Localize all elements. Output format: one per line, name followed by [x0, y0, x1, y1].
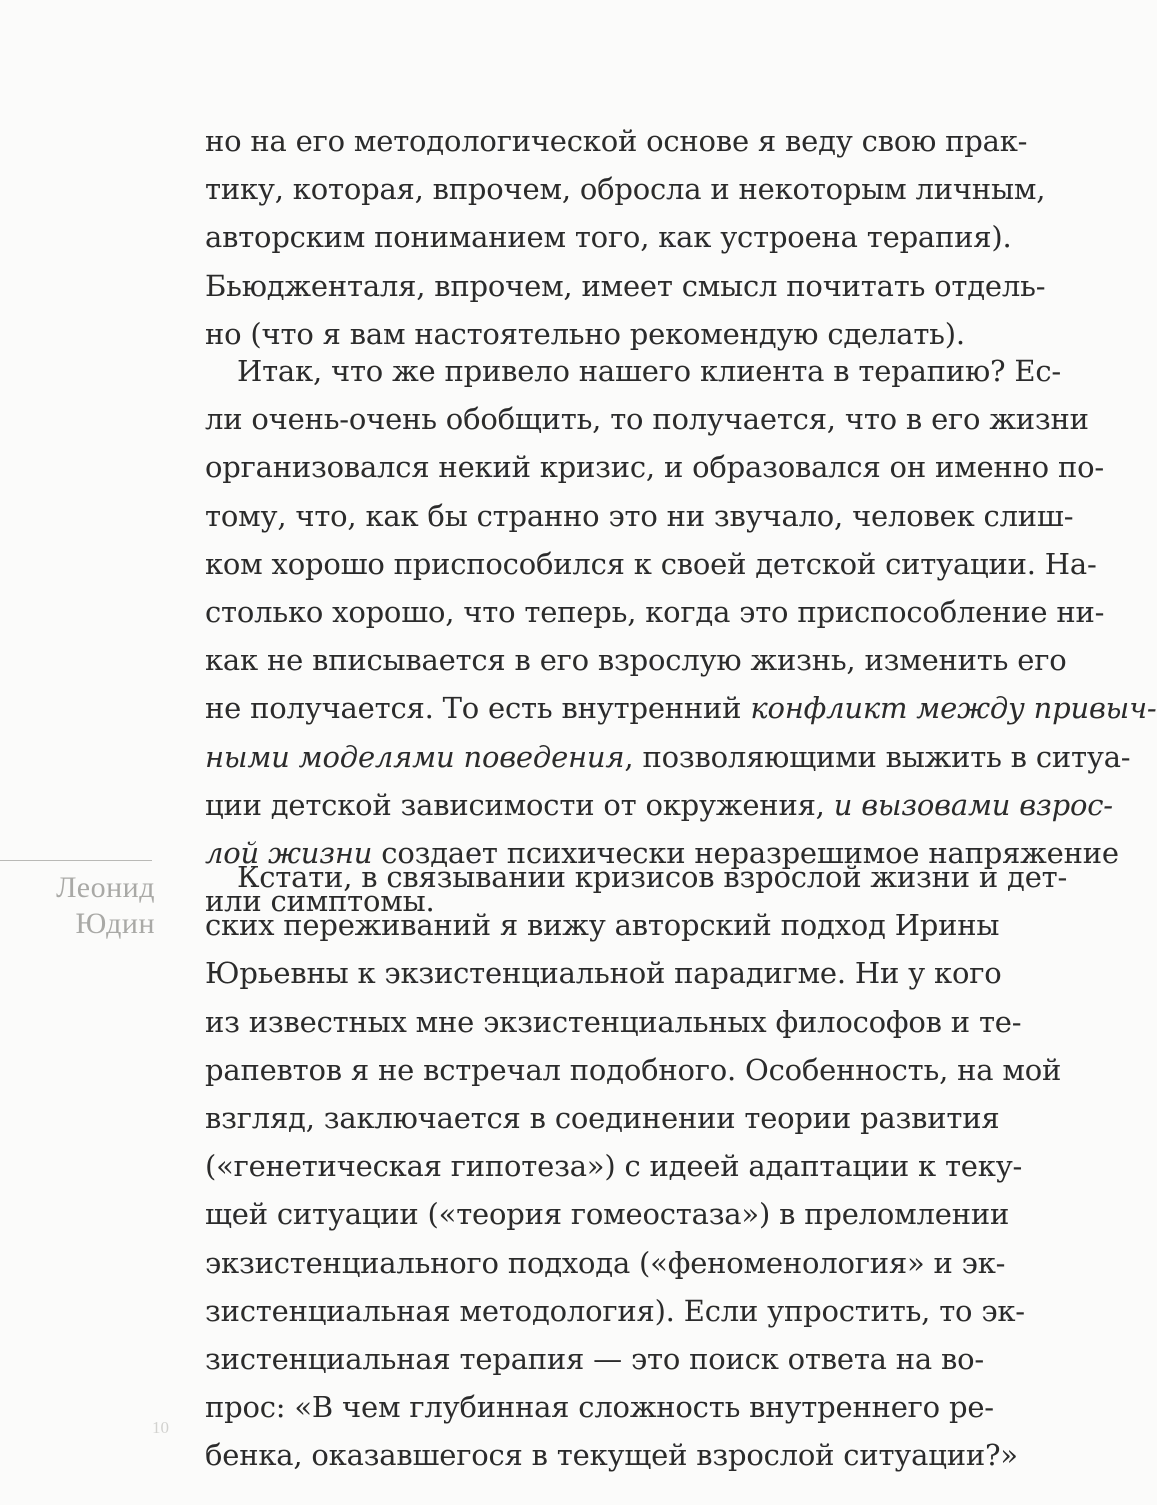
- author-last-name: Юдин: [75, 907, 155, 940]
- text-segment: взгляд, заключается в соединении теории развития: [205, 1101, 1000, 1136]
- text-segment: создает психически неразрешимое напряжение: [372, 836, 1119, 871]
- text-segment: ком хорошо приспособился к своей детской ситуации. На-: [205, 546, 1097, 581]
- text-segment: или симптомы.: [205, 884, 435, 919]
- paragraph-2: [205, 347, 1157, 925]
- text-line: [205, 347, 1061, 395]
- text-segment: экзистенциального подхода («феноменология» и эк-: [205, 1245, 1006, 1280]
- text-line: [205, 853, 1068, 901]
- text-line: [205, 1190, 1010, 1238]
- italic-text: и вызовами взрос-: [833, 787, 1113, 822]
- text-segment: авторским пониманием того, как устроена терапия).: [205, 220, 1012, 255]
- text-line: [205, 1239, 1006, 1287]
- paragraph-3: [205, 853, 1068, 1480]
- text-segment: ли очень-очень обобщить, то получается, что в его жизни: [205, 402, 1089, 437]
- text-segment: как не вписывается в его взрослую жизнь, изменить его: [205, 643, 1067, 678]
- text-line: [205, 949, 1002, 997]
- author-rule: [0, 860, 152, 861]
- text-line: [205, 781, 1113, 829]
- text-segment: щей ситуации («теория гомеостаза») в преломлении: [205, 1197, 1010, 1232]
- text-line: [205, 998, 1022, 1046]
- text-line: [205, 443, 1104, 491]
- text-segment: ских переживаний я вижу авторский подход Ирины: [205, 908, 1000, 943]
- text-segment: рапевтов я не встречал подобного. Особенность, на мой: [205, 1052, 1062, 1087]
- text-segment: организовался некий кризис, и образовался он именно по-: [205, 450, 1104, 485]
- text-line: [205, 1431, 1018, 1479]
- author-first-name: Леонид: [56, 871, 155, 904]
- text-segment: , позволяющими выжить в ситуа-: [624, 739, 1131, 774]
- text-segment: бенка, оказавшегося в текущей взрослой ситуации?»: [205, 1438, 1018, 1473]
- text-line: [205, 1335, 985, 1383]
- text-line: [205, 117, 1028, 165]
- text-segment: из известных мне экзистенциальных философов и те-: [205, 1004, 1022, 1039]
- text-line: [205, 588, 1105, 636]
- text-segment: Кстати, в связывании кризисов взрослой жизни и дет-: [237, 860, 1068, 894]
- text-segment: Юрьевны к экзистенциальной парадигме. Ни у кого: [205, 956, 1002, 991]
- page-number: 10: [152, 1418, 169, 1437]
- text-line: [205, 165, 1046, 213]
- text-segment: не получается. То есть внутренний: [205, 691, 751, 726]
- italic-text: лой жизни: [205, 836, 373, 871]
- text-line: [205, 1046, 1062, 1094]
- text-line: [205, 540, 1097, 588]
- text-segment: Итак, что же привело нашего клиента в терапию? Ес-: [237, 354, 1061, 388]
- text-line: [205, 1142, 1023, 1190]
- text-line: [205, 395, 1089, 443]
- italic-text: конфликт между привыч-: [750, 691, 1157, 726]
- text-segment: зистенциальная методология). Если упростить, то эк-: [205, 1293, 1025, 1328]
- text-segment: Бьюдженталя, впрочем, имеет смысл почитать отдель-: [205, 268, 1046, 303]
- text-segment: столько хорошо, что теперь, когда это приспособление ни-: [205, 595, 1105, 630]
- text-segment: но на его методологической основе я веду свою прак-: [205, 124, 1028, 158]
- text-segment: ции детской зависимости от окружения,: [205, 787, 834, 822]
- text-line: [205, 1094, 1000, 1142]
- text-line: [205, 733, 1131, 781]
- text-segment: тому, что, как бы странно это ни звучало, человек слиш-: [205, 498, 1074, 533]
- text-segment: тику, которая, впрочем, обросла и некоторым личным,: [205, 172, 1046, 207]
- text-line: [205, 262, 1046, 310]
- text-segment: зистенциальная терапия — это поиск ответа на во-: [205, 1342, 985, 1377]
- text-line: [205, 492, 1074, 540]
- text-segment: («генетическая гипотеза») с идеей адаптации к теку-: [205, 1149, 1023, 1184]
- text-line: [205, 213, 1012, 261]
- text-line: [205, 684, 1157, 732]
- text-line: [205, 636, 1067, 684]
- text-line: [205, 1383, 994, 1431]
- text-line: [205, 901, 1000, 949]
- text-segment: но (что я вам настоятельно рекомендую сделать).: [205, 316, 965, 351]
- author-name: [56, 870, 155, 942]
- text-segment: прос: «В чем глубинная сложность внутреннего ре-: [205, 1390, 994, 1425]
- italic-text: ными моделями поведения: [205, 739, 625, 774]
- paragraph-1: [205, 117, 1046, 358]
- text-line: [205, 1287, 1025, 1335]
